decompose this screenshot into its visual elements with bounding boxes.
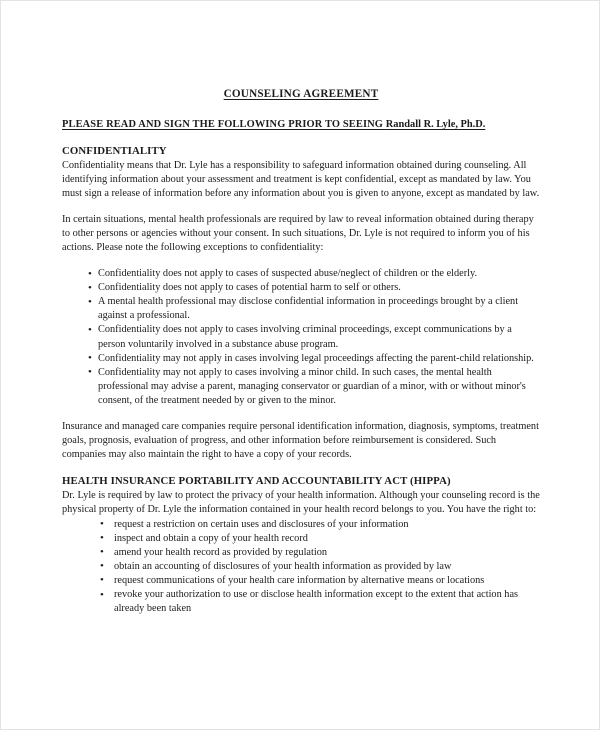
read-and-sign-lead: PLEASE READ AND SIGN THE FOLLOWING PRIOR TO SEEING [62, 119, 386, 130]
list-item: • request a restriction on certain uses and disclosures of your information [62, 518, 540, 532]
confidentiality-paragraph-2: In certain situations, mental health professionals are required by law to reveal information obtained during therapy to other persons or agencies without your consent. In such situations, Dr. Lyle is not required to inform you of his actions. Please note the following exceptions to confidentiality: [62, 213, 534, 254]
insurance-paragraph: Insurance and managed care companies require personal identification information, diagnosis, symptoms, treatment goals, prognosis, evaluation of progress, and other information before reimbursement is considered. Such companies may also maintain the right to have a copy of your records. [62, 421, 539, 461]
provider-name: Randall R. Lyle, Ph.D. [385, 119, 486, 130]
list-item: • Confidentiality does not apply to cases involving criminal proceedings, except communications by a person voluntarily involved in a substance abuse program. [62, 323, 540, 351]
list-item: • request communications of your health care information by alternative means or locations [62, 574, 540, 588]
list-item: • Confidentiality may not apply to cases involving a minor child. In such cases, the mental health professional may advise a parent, managing conservator or guardian of a minor, with or without minor's consent, of the treatment needed by or given to the minor. [62, 366, 540, 408]
hippa-rights-list [62, 518, 540, 617]
confidentiality-paragraph-1: Confidentiality means that Dr. Lyle has a responsibility to safeguard information obtained during counseling. All identifying information about your assessment and treatment is kept confidential, except as mandated by law. You must sign a release of information before any information about you is given to anyone, except as mandated by law. [62, 159, 540, 199]
section-heading-hippa: HEALTH INSURANCE PORTABILITY AND ACCOUNTABILITY ACT (HIPPA) [62, 475, 451, 488]
list-item: • Confidentiality does not apply to cases of suspected abuse/neglect of children or the elderly. [62, 267, 540, 281]
hippa-paragraph-1: Dr. Lyle is required by law to protect the privacy of your health information. Although your counseling record is the physical property of Dr. Lyle the information contained in your health record belongs to you. You have the right to: [62, 490, 540, 516]
list-item: • amend your health record as provided by regulation [62, 546, 540, 560]
list-item: • inspect and obtain a copy of your health record [62, 532, 540, 546]
section-confidentiality [62, 144, 540, 463]
document-body [62, 87, 540, 628]
list-item: • Confidentiality may not apply in cases involving legal proceedings affecting the parent-child relationship. [62, 352, 540, 366]
list-item: • Confidentiality does not apply to cases of potential harm to self or others. [62, 281, 540, 295]
page-title: COUNSELING AGREEMENT [223, 88, 379, 100]
confidentiality-exceptions-list [62, 267, 540, 408]
list-item: • obtain an accounting of disclosures of your health information as provided by law [62, 560, 540, 574]
read-and-sign-notice [62, 118, 540, 132]
list-item: • revoke your authorization to use or disclose health information except to the extent that action has already been taken [62, 588, 540, 616]
section-heading-confidentiality: CONFIDENTIALITY [62, 144, 167, 157]
list-item: • A mental health professional may disclose confidential information in proceedings brought by a client against a professional. [62, 295, 540, 323]
section-hippa [62, 474, 540, 616]
